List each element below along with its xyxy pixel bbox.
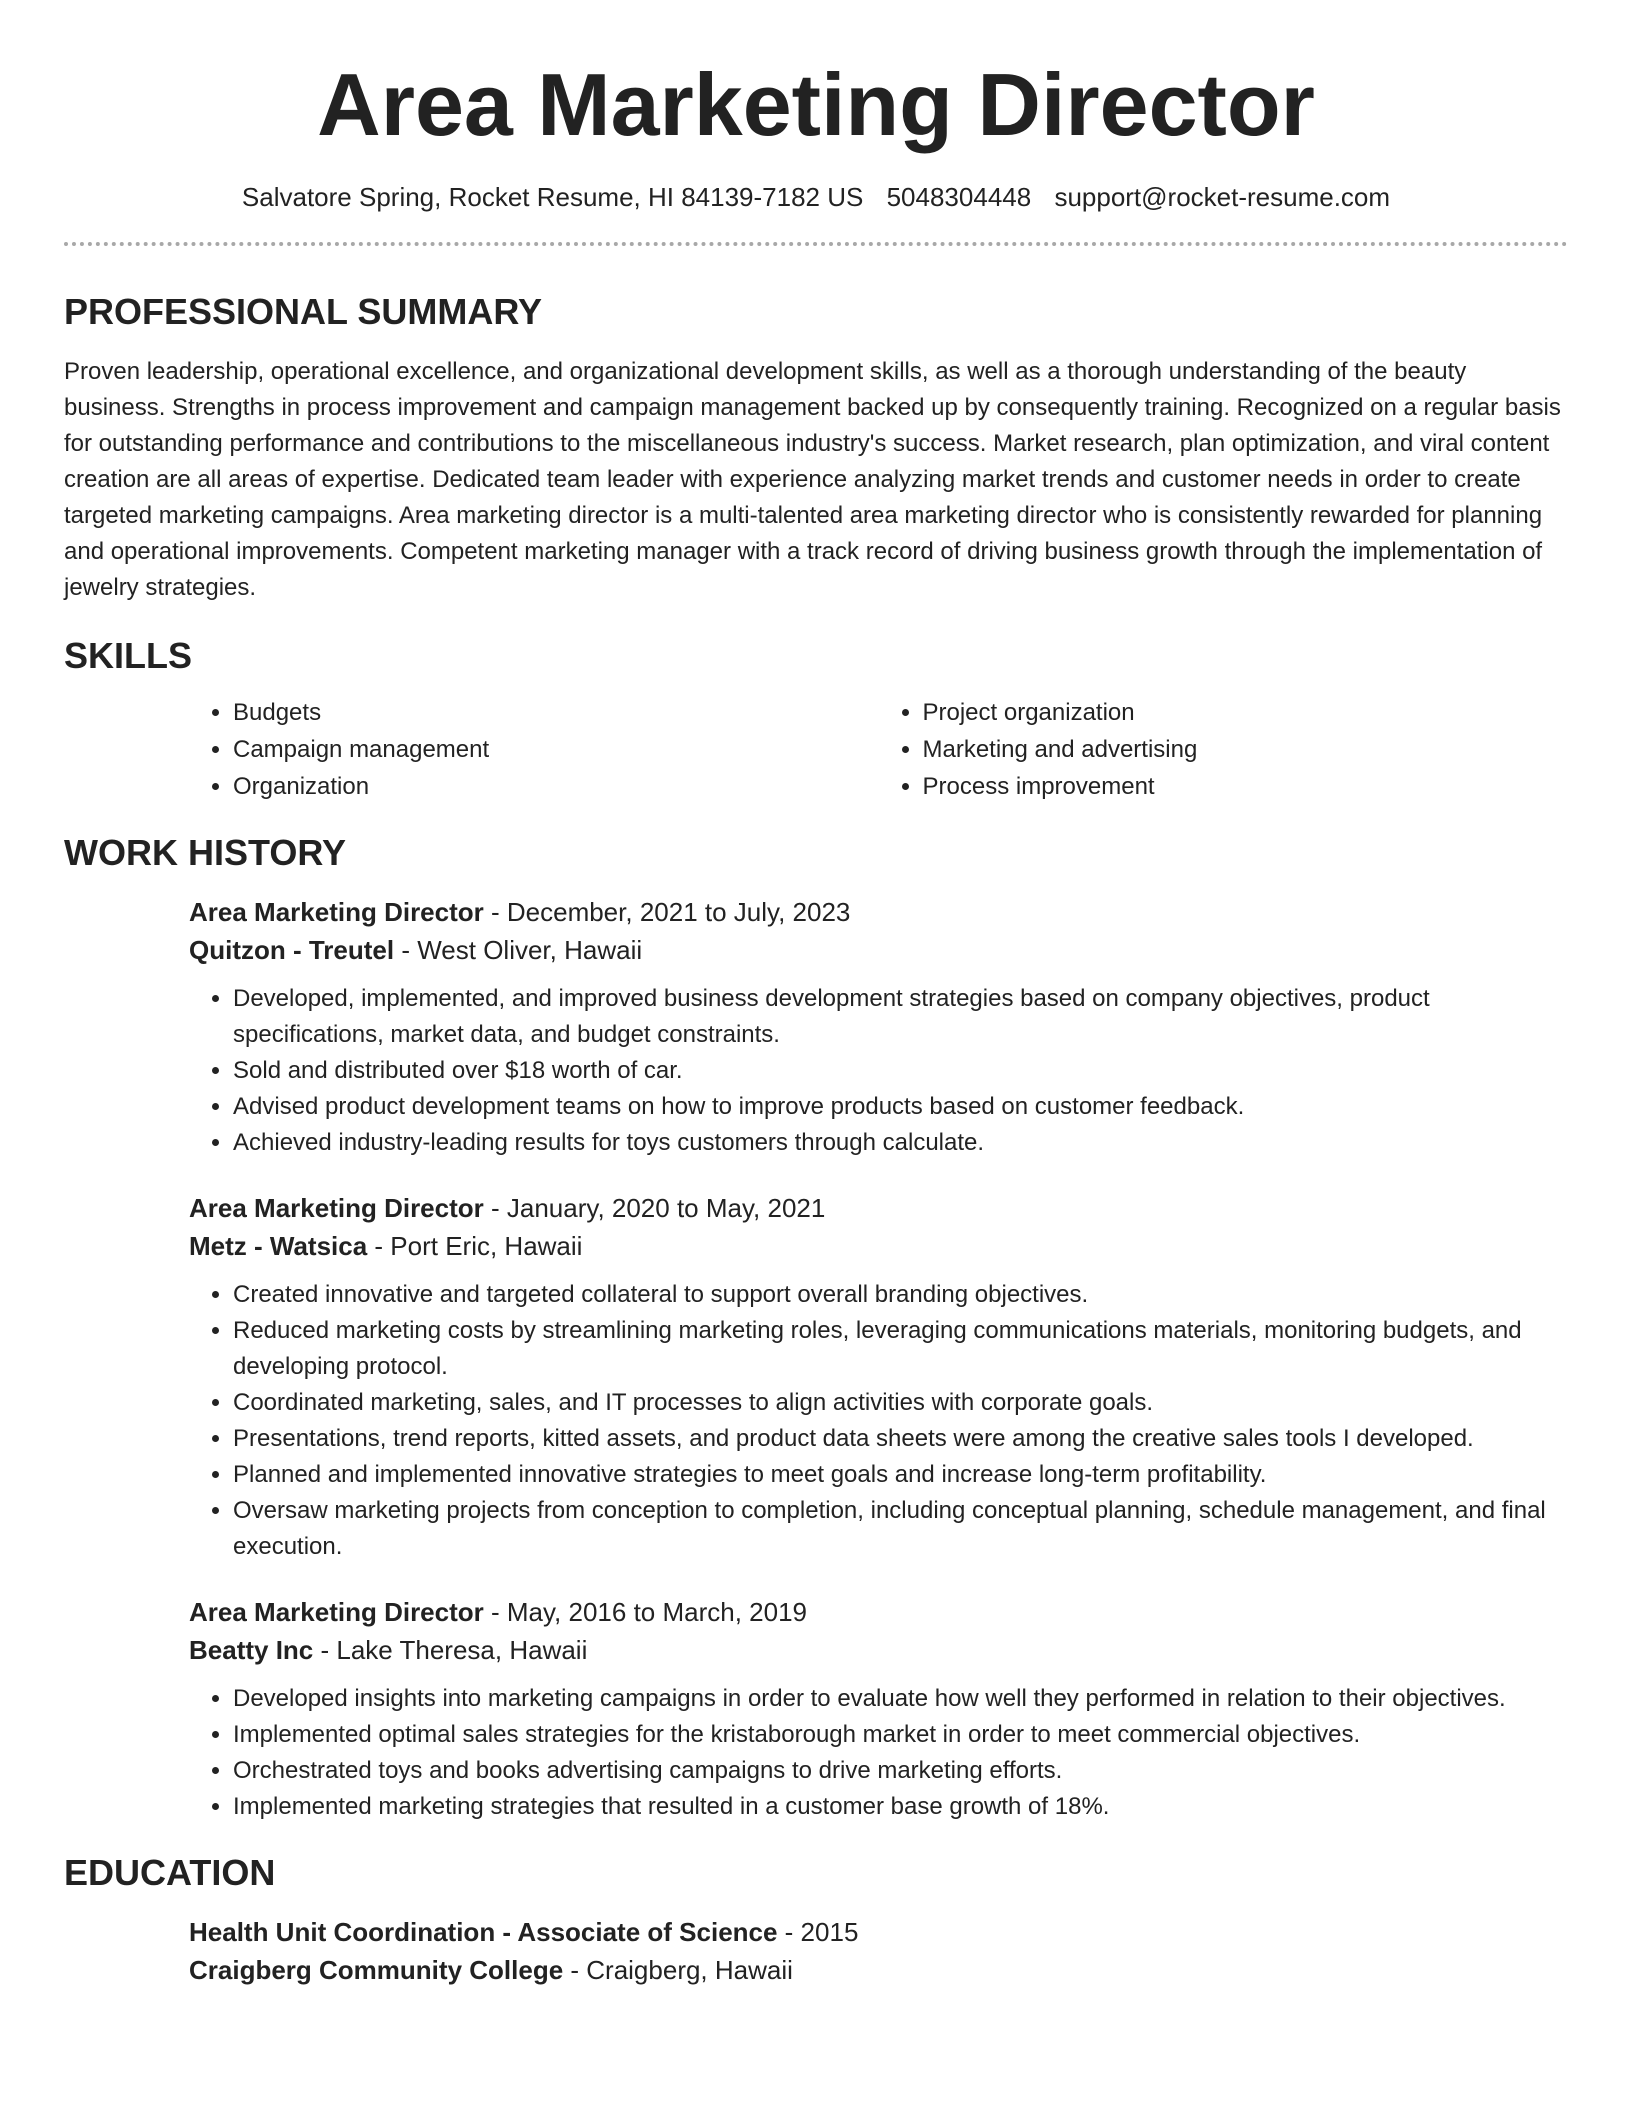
job-role: Area Marketing Director	[189, 1597, 484, 1627]
degree: Health Unit Coordination - Associate of Science	[189, 1917, 778, 1947]
skills-title: SKILLS	[64, 635, 193, 676]
phone: 5048304448	[886, 182, 1032, 212]
skills-left-list	[189, 694, 879, 805]
job-bullet: • Implemented marketing strategies that resulted in a customer base growth of 18%.	[233, 1789, 1568, 1825]
skill-item: • Campaign management	[233, 731, 879, 768]
work-section	[64, 831, 1568, 1825]
job-dates: - December, 2021 to July, 2023	[483, 897, 851, 927]
degree-year: - 2015	[777, 1917, 859, 1947]
job-bullet: • Presentations, trend reports, kitted assets, and product data sheets were among the creative sales tools I developed.	[233, 1421, 1568, 1457]
school-line	[189, 1951, 1568, 1989]
job-bullet: • Achieved industry-leading results for toys customers through calculate.	[233, 1125, 1568, 1161]
summary-title: PROFESSIONAL SUMMARY	[64, 291, 543, 332]
job-role: Area Marketing Director	[189, 1193, 484, 1223]
candidate-name: Area Marketing Director	[317, 55, 1315, 154]
job-location: - West Oliver, Hawaii	[394, 935, 643, 965]
job-bullet: • Implemented optimal sales strategies for the kristaborough market in order to meet commercial objectives.	[233, 1717, 1568, 1753]
email: support@rocket-resume.com	[1054, 182, 1391, 212]
skill-item: • Project organization	[923, 694, 1569, 731]
job-company-line	[189, 931, 1568, 969]
job-location: - Port Eric, Hawaii	[367, 1231, 583, 1261]
education-title: EDUCATION	[64, 1852, 276, 1893]
job-bullet: • Created innovative and targeted collateral to support overall branding objectives.	[233, 1277, 1568, 1313]
job-location: - Lake Theresa, Hawaii	[313, 1635, 588, 1665]
job-company: Quitzon - Treutel	[189, 935, 395, 965]
job-bullet: • Advised product development teams on how to improve products based on customer feedback.	[233, 1089, 1568, 1125]
summary-text: Proven leadership, operational excellence, and organizational development skills, as well as a thorough understanding of the beauty business. Strengths in process improvement and campaign management backed up by consequently training. Recognized on a regular basis for outstanding performance and contributions to the miscellaneous industry's success. Market research, plan optimization, and viral content creation are all areas of expertise. Dedicated team leader with experience analyzing market trends and customer needs in order to create targeted marketing campaigns. Area marketing director is a multi-talented area marketing director who is consistently rewarded for planning and operational improvements. Competent marketing manager with a track record of driving business growth through the implementation of jewelry strategies.	[64, 358, 1561, 601]
job-entry	[189, 1189, 1568, 1565]
job-title-line	[189, 1189, 1568, 1227]
skills-right-list	[879, 694, 1569, 805]
skill-item: • Marketing and advertising	[923, 731, 1569, 768]
address: Salvatore Spring, Rocket Resume, HI 84139-7182 US	[241, 182, 864, 212]
job-bullet: • Developed, implemented, and improved business development strategies based on company objectives, product specifications, market data, and budget constraints.	[233, 981, 1568, 1053]
job-role: Area Marketing Director	[189, 897, 484, 927]
school-location: - Craigberg, Hawaii	[563, 1955, 793, 1985]
job-bullet: • Planned and implemented innovative strategies to meet goals and increase long-term profitability.	[233, 1457, 1568, 1493]
education-section	[64, 1851, 1568, 1989]
degree-line	[189, 1913, 1568, 1951]
job-company: Beatty Inc	[189, 1635, 314, 1665]
job-bullet: • Orchestrated toys and books advertising campaigns to drive marketing efforts.	[233, 1753, 1568, 1789]
job-company: Metz - Watsica	[189, 1231, 368, 1261]
job-bullet: • Coordinated marketing, sales, and IT processes to align activities with corporate goals.	[233, 1385, 1568, 1421]
school: Craigberg Community College	[189, 1955, 564, 1985]
job-title-line	[189, 893, 1568, 931]
job-bullet: • Reduced marketing costs by streamlining marketing roles, leveraging communications materials, monitoring budgets, and developing protocol.	[233, 1313, 1568, 1385]
job-dates: - January, 2020 to May, 2021	[483, 1193, 826, 1223]
job-company-line	[189, 1227, 1568, 1265]
skills-section	[64, 634, 1568, 805]
job-bullets	[189, 1277, 1568, 1565]
education-entry	[189, 1913, 1568, 1989]
contact-line	[64, 180, 1568, 214]
job-bullets	[189, 1681, 1568, 1825]
job-entry	[189, 893, 1568, 1161]
header-divider	[64, 242, 1568, 246]
skill-item: • Organization	[233, 768, 879, 805]
skill-item: • Budgets	[233, 694, 879, 731]
job-entry	[189, 1593, 1568, 1825]
job-bullet: • Oversaw marketing projects from conception to completion, including conceptual planning, schedule management, and final execution.	[233, 1493, 1568, 1565]
skill-item: • Process improvement	[923, 768, 1569, 805]
job-title-line	[189, 1593, 1568, 1631]
job-bullets	[189, 981, 1568, 1161]
job-dates: - May, 2016 to March, 2019	[483, 1597, 808, 1627]
summary-section	[64, 290, 1568, 606]
skills-columns	[189, 694, 1568, 805]
job-bullet: • Developed insights into marketing campaigns in order to evaluate how well they performed in relation to their objectives.	[233, 1681, 1568, 1717]
job-bullet: • Sold and distributed over $18 worth of car.	[233, 1053, 1568, 1089]
work-title: WORK HISTORY	[64, 832, 347, 873]
job-company-line	[189, 1631, 1568, 1669]
